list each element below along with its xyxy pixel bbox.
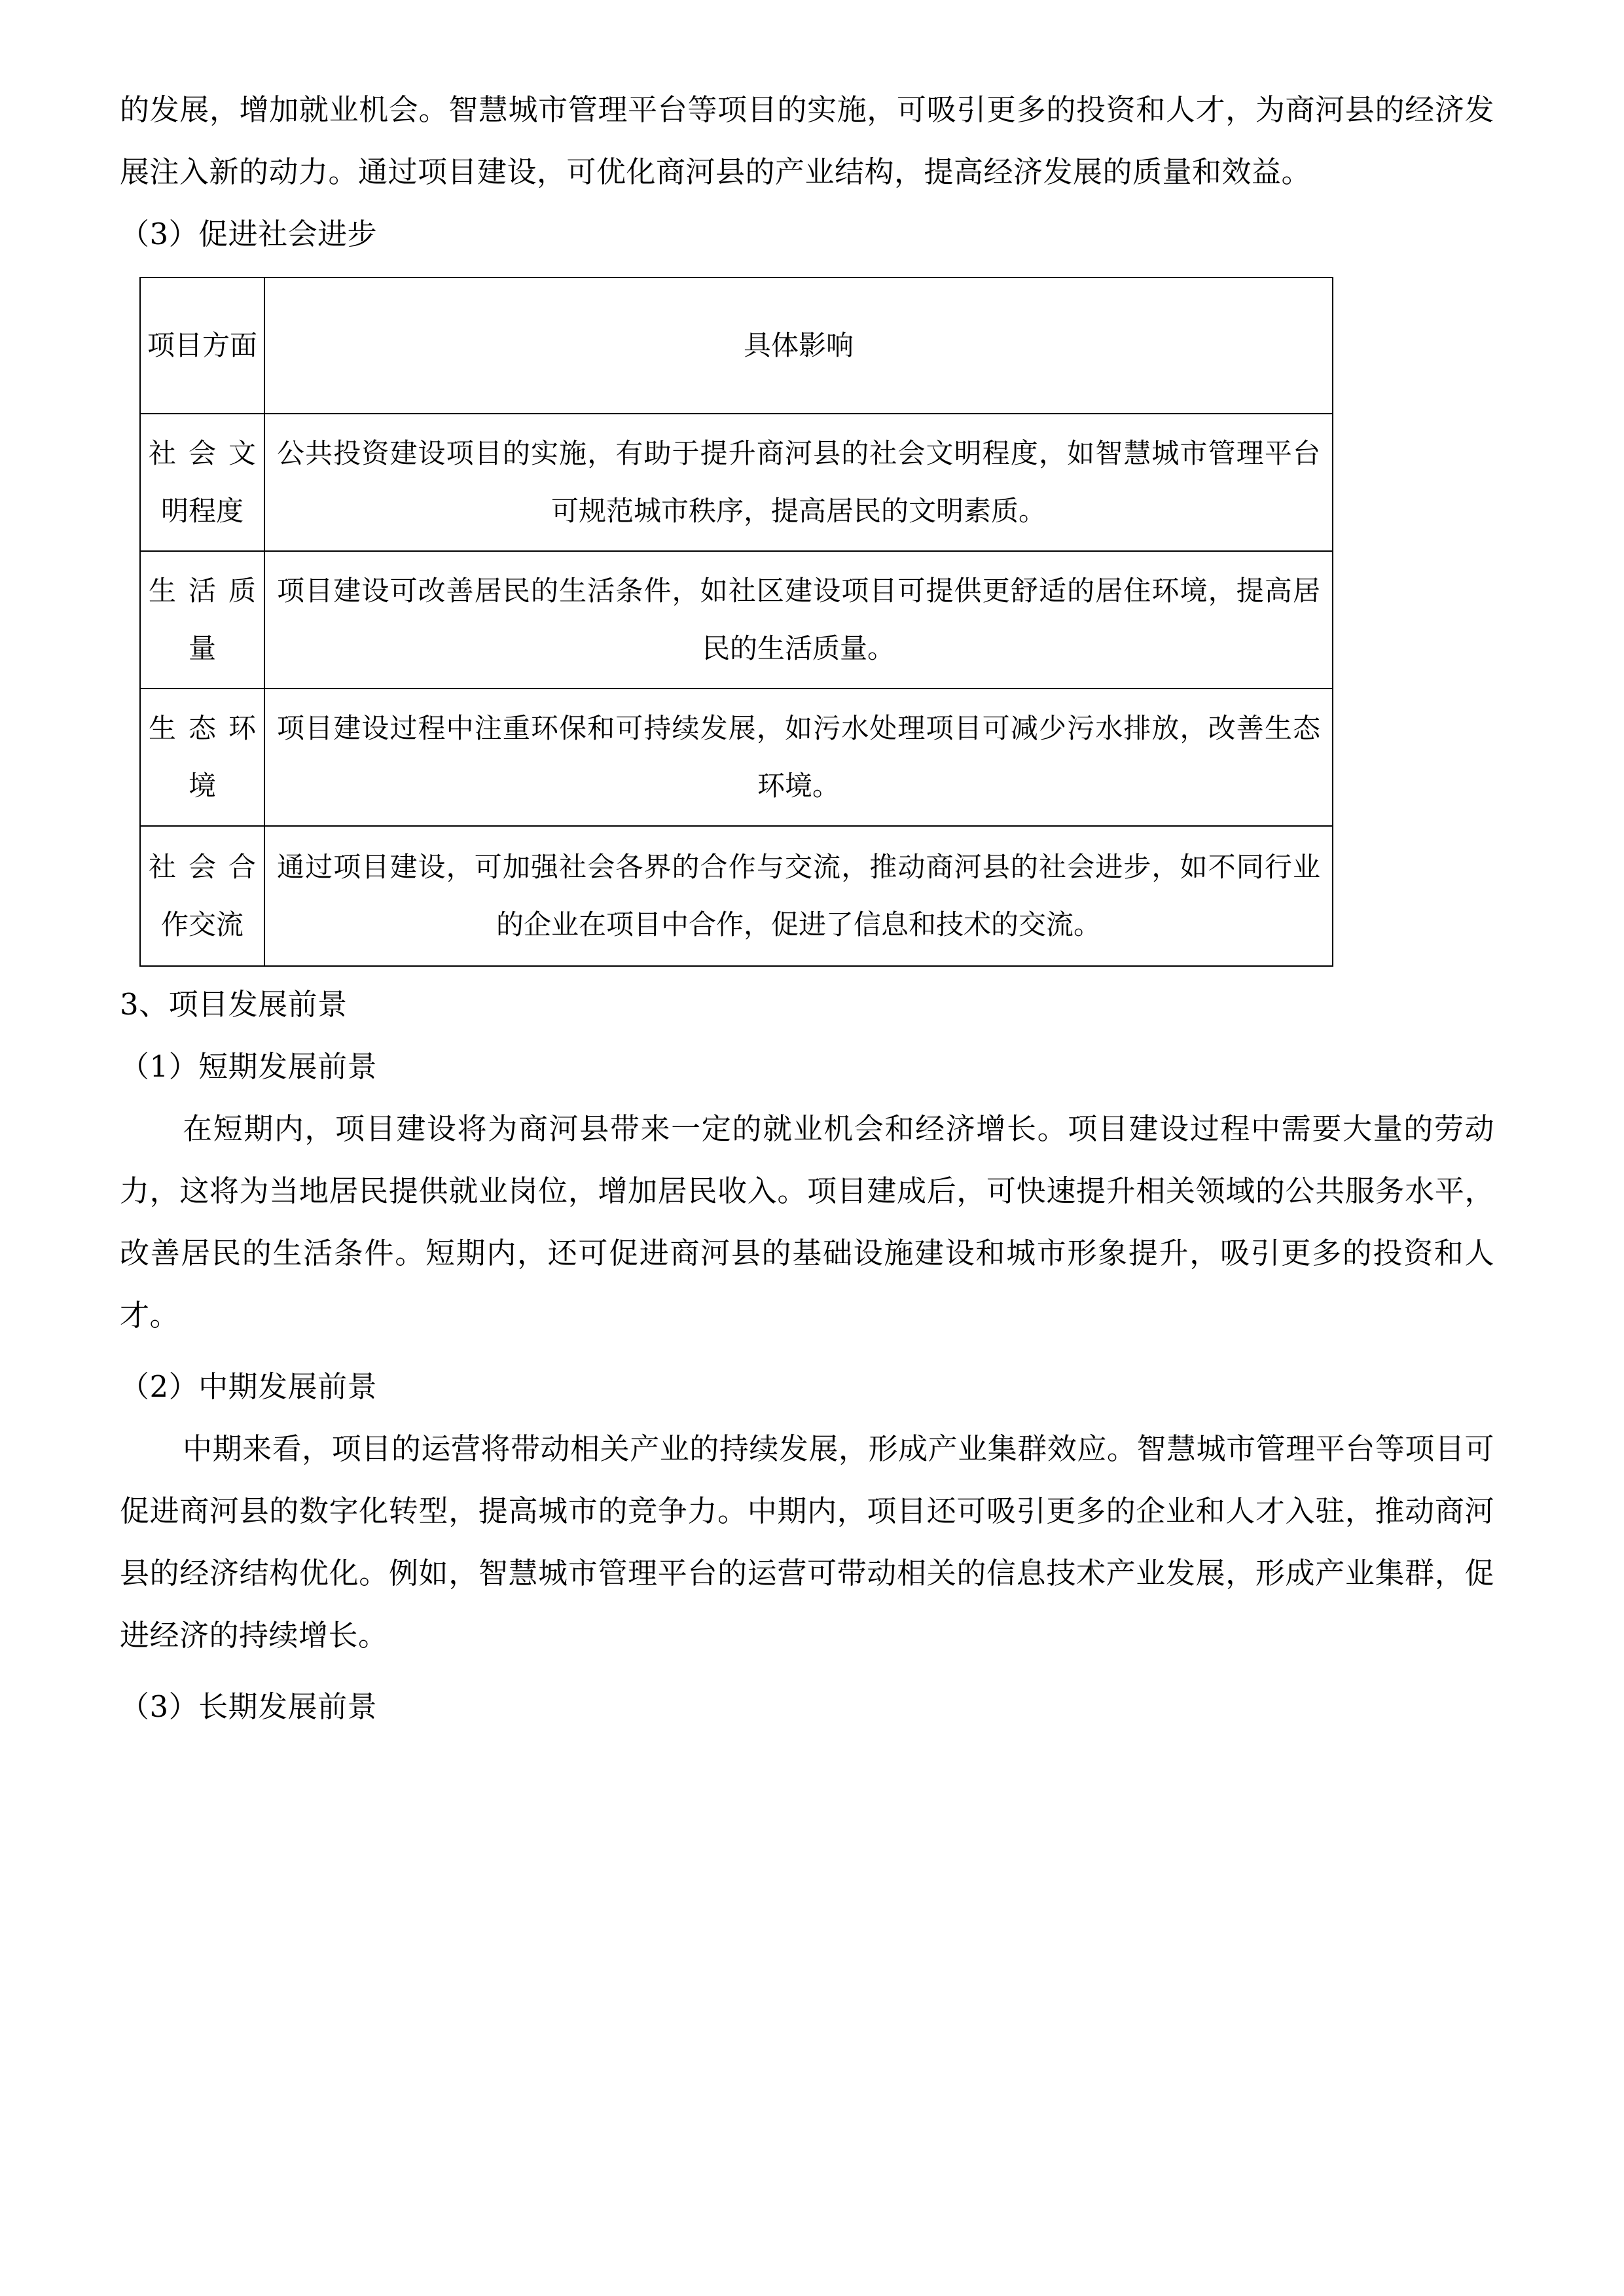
table-header [140,278,1333,414]
cell-impact: 公共投资建设项目的实施，有助于提升商河县的社会文明程度，如智慧城市管理平台可规范城市秩序，提高居民的文明素质。 [264,414,1333,551]
heading-promote-social-progress: （3）促进社会进步 [120,217,378,251]
table-header-row [140,278,1333,414]
heading-project-development-prospects: 3、项目发展前景 [120,987,348,1022]
cell-impact: 项目建设可改善居民的生活条件，如社区建设项目可提供更舒适的居住环境，提高居民的生活质量。 [264,551,1333,689]
paragraph-intro-continued: 的发展，增加就业机会。智慧城市管理平台等项目的实施，可吸引更多的投资和人才，为商河县的经济发展注入新的动力。通过项目建设，可优化商河县的产业结构，提高经济发展的质量和效益。 [120,92,1494,189]
heading-mid-term-prospects: （2）中期发展前景 [120,1369,378,1404]
social-impact-table [139,277,1333,967]
paragraph-spacer [120,1666,1494,1676]
column-header-impact: 具体影响 [264,278,1333,414]
cell-aspect: 生态环境 [140,689,264,826]
heading-long-term-prospects: （3）长期发展前景 [120,1689,378,1724]
table-body [140,414,1333,966]
table-row [140,689,1333,826]
cell-impact: 通过项目建设，可加强社会各界的合作与交流，推动商河县的社会进步，如不同行业的企业在项目中合作，促进了信息和技术的交流。 [264,826,1333,966]
paragraph-short-term-body: 在短期内，项目建设将为商河县带来一定的就业机会和经济增长。项目建设过程中需要大量的劳动力，这将为当地居民提供就业岗位，增加居民收入。项目建成后，可快速提升相关领域的公共服务水平，改善居民的生活条件。短期内，还可促进商河县的基础设施建设和城市形象提升，吸引更多的投资和人才。 [120,1111,1494,1333]
cell-aspect: 社会文明程度 [140,414,264,551]
document-body [120,79,1494,1738]
paragraph-mid-term-body: 中期来看，项目的运营将带动相关产业的持续发展，形成产业集群效应。智慧城市管理平台等项目可促进商河县的数字化转型，提高城市的竞争力。中期内，项目还可吸引更多的企业和人才入驻，推动商河县的经济结构优化。例如，智慧城市管理平台的运营可带动相关的信息技术产业发展，形成产业集群，促进经济的持续增长。 [120,1431,1494,1653]
column-header-aspect: 项目方面 [140,278,264,414]
cell-aspect: 社会合作交流 [140,826,264,966]
heading-short-term-prospects: （1）短期发展前景 [120,1049,378,1084]
cell-aspect: 生活质量 [140,551,264,689]
table-row [140,551,1333,689]
table-row [140,414,1333,551]
paragraph-spacer [120,1346,1494,1355]
cell-impact: 项目建设过程中注重环保和可持续发展，如污水处理项目可减少污水排放，改善生态环境。 [264,689,1333,826]
table-row [140,826,1333,966]
